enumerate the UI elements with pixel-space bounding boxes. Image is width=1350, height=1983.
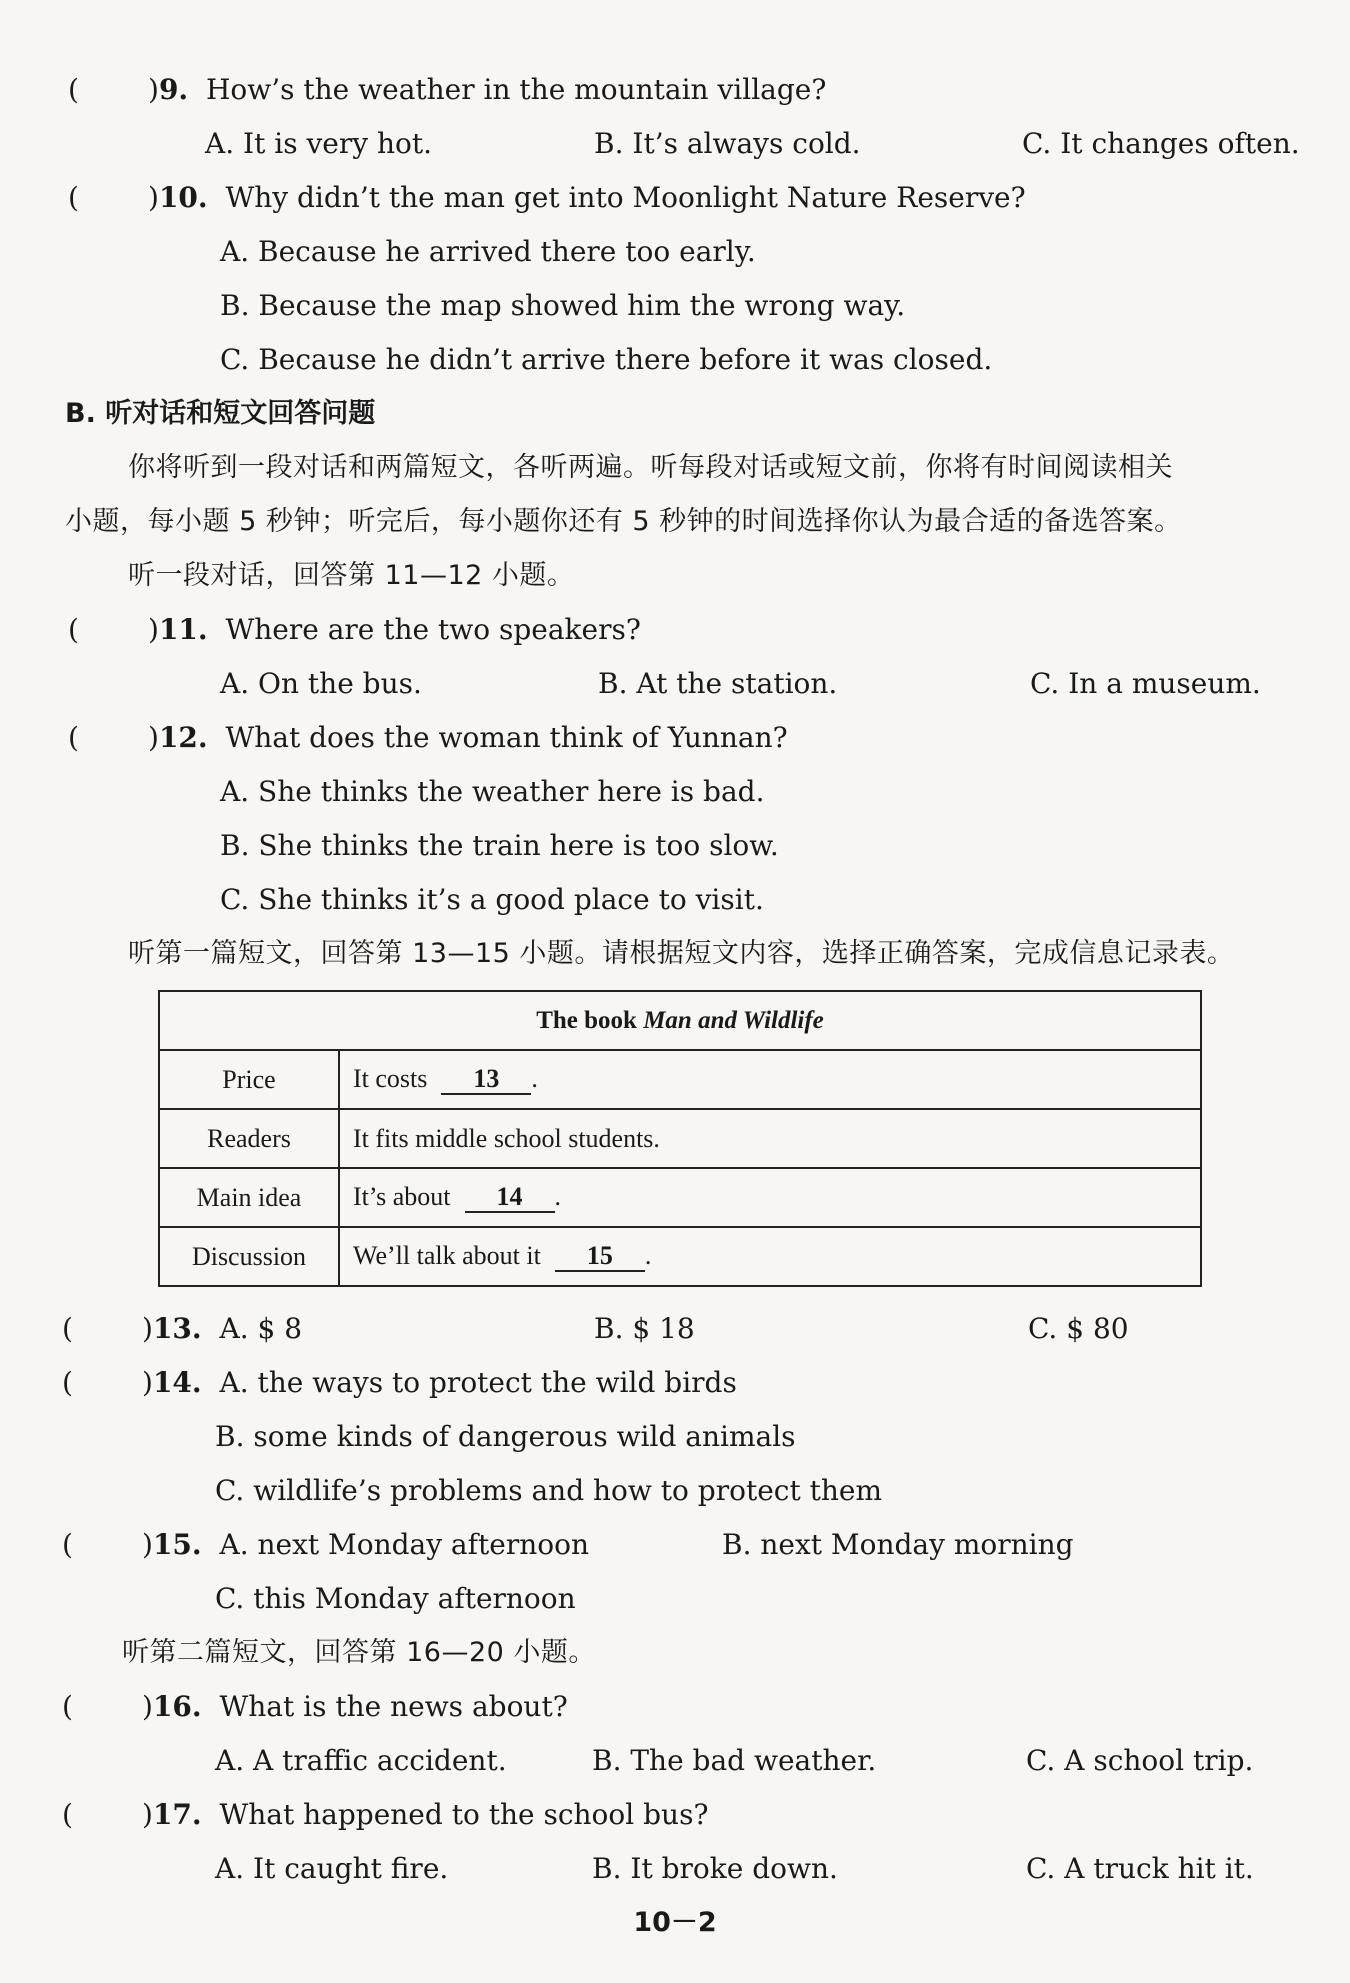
option-b: B. It broke down. bbox=[592, 1852, 838, 1885]
question-number: 12 bbox=[158, 721, 198, 754]
answer-paren: ( bbox=[62, 1798, 73, 1831]
question-number: 9 bbox=[158, 73, 179, 106]
answer-paren: ( bbox=[68, 73, 79, 106]
book-title: Man and Wildlife bbox=[643, 1006, 824, 1034]
answer-paren: ( bbox=[68, 613, 79, 646]
question-14: )14. A. the ways to protect the wild birds bbox=[142, 1366, 737, 1399]
question-text: Why didn’t the man get into Moonlight Nature Reserve? bbox=[225, 181, 1026, 214]
option-c: C. A school trip. bbox=[1026, 1744, 1254, 1777]
option-c: C. $ 80 bbox=[1028, 1312, 1129, 1345]
question-17: )17. What happened to the school bus? bbox=[142, 1798, 709, 1831]
option-b: B. some kinds of dangerous wild animals bbox=[215, 1420, 796, 1453]
row-label: Main idea bbox=[159, 1168, 339, 1227]
row-value: It fits middle school students. bbox=[339, 1109, 1201, 1168]
question-text: What is the news about? bbox=[219, 1690, 568, 1723]
option-b: B. next Monday morning bbox=[722, 1528, 1074, 1561]
question-number: 17 bbox=[152, 1798, 192, 1831]
question-text: Where are the two speakers? bbox=[225, 613, 641, 646]
passage2-intro: 听第二篇短文，回答第 16—20 小题。 bbox=[122, 1637, 596, 1668]
question-12: )12. What does the woman think of Yunnan? bbox=[148, 721, 788, 754]
option-b: B. The bad weather. bbox=[592, 1744, 877, 1777]
info-record-table bbox=[158, 990, 1202, 1287]
option-b: B. Because the map showed him the wrong way. bbox=[220, 289, 906, 322]
option-c: C. In a museum. bbox=[1030, 667, 1261, 700]
option-c: C. It changes often. bbox=[1022, 127, 1300, 160]
option-b: B. $ 18 bbox=[594, 1312, 695, 1345]
option-c: C. Because he didn’t arrive there before it was closed. bbox=[220, 343, 993, 376]
question-number: 13 bbox=[152, 1312, 192, 1345]
answer-paren: ( bbox=[62, 1690, 73, 1723]
dialog-intro: 听一段对话，回答第 11—12 小题。 bbox=[128, 560, 575, 591]
page-number: 10－2 bbox=[633, 1907, 717, 1938]
option-a: A. It is very hot. bbox=[205, 127, 432, 160]
question-13: )13. A. $ 8 bbox=[142, 1312, 303, 1345]
answer-paren: ( bbox=[62, 1528, 73, 1561]
option-b: B. At the station. bbox=[598, 667, 838, 700]
answer-paren: ( bbox=[62, 1312, 73, 1345]
answer-paren: ( bbox=[62, 1366, 73, 1399]
table-row: Price It costs 13 . bbox=[159, 1050, 1201, 1109]
option-c: C. wildlife’s problems and how to protect them bbox=[215, 1474, 883, 1507]
section-b-intro-line2: 小题，每小题 5 秒钟；听完后，每小题你还有 5 秒钟的时间选择你认为最合适的备选答案。 bbox=[65, 506, 1182, 537]
table-row: Main idea It’s about 14 . bbox=[159, 1168, 1201, 1227]
option-a: A. Because he arrived there too early. bbox=[220, 235, 756, 268]
question-text: How’s the weather in the mountain village? bbox=[205, 73, 827, 106]
row-label: Discussion bbox=[159, 1227, 339, 1286]
question-11: )11. Where are the two speakers? bbox=[148, 613, 641, 646]
option-a: A. next Monday afternoon bbox=[219, 1528, 589, 1561]
section-b-title: B. 听对话和短文回答问题 bbox=[65, 398, 376, 429]
question-16: )16. What is the news about? bbox=[142, 1690, 568, 1723]
answer-blank[interactable]: 13 bbox=[441, 1065, 531, 1096]
question-text: What happened to the school bus? bbox=[219, 1798, 709, 1831]
passage1-intro: 听第一篇短文，回答第 13—15 小题。请根据短文内容，选择正确答案，完成信息记录表。 bbox=[128, 938, 1235, 969]
option-c: C. A truck hit it. bbox=[1026, 1852, 1254, 1885]
answer-paren: ( bbox=[68, 181, 79, 214]
option-b: B. It’s always cold. bbox=[594, 127, 861, 160]
question-number: 16 bbox=[152, 1690, 192, 1723]
section-b-intro-line1: 你将听到一段对话和两篇短文，各听两遍。听每段对话或短文前，你将有时间阅读相关 bbox=[128, 452, 1173, 483]
question-number: 11 bbox=[158, 613, 198, 646]
question-10: )10. Why didn’t the man get into Moonlight Nature Reserve? bbox=[148, 181, 1026, 214]
row-label: Readers bbox=[159, 1109, 339, 1168]
table-row: Discussion We’ll talk about it 15 . bbox=[159, 1227, 1201, 1286]
table-row bbox=[159, 1109, 1201, 1168]
answer-blank[interactable]: 15 bbox=[555, 1242, 645, 1273]
question-number: 15 bbox=[152, 1528, 192, 1561]
option-a: A. A traffic accident. bbox=[215, 1744, 507, 1777]
answer-paren: ( bbox=[68, 721, 79, 754]
option-a: A. $ 8 bbox=[219, 1312, 303, 1345]
option-b: B. She thinks the train here is too slow. bbox=[220, 829, 779, 862]
option-a: A. the ways to protect the wild birds bbox=[219, 1366, 737, 1399]
option-a: A. She thinks the weather here is bad. bbox=[220, 775, 765, 808]
answer-blank[interactable]: 14 bbox=[465, 1183, 555, 1214]
option-a: A. On the bus. bbox=[220, 667, 422, 700]
option-a: A. It caught fire. bbox=[215, 1852, 449, 1885]
option-c: C. this Monday afternoon bbox=[215, 1582, 576, 1615]
question-15: )15. A. next Monday afternoon bbox=[142, 1528, 589, 1561]
table-title: The book Man and Wildlife bbox=[159, 991, 1201, 1050]
row-label: Price bbox=[159, 1050, 339, 1109]
question-number: 14 bbox=[152, 1366, 192, 1399]
question-number: 10 bbox=[158, 181, 198, 214]
question-text: What does the woman think of Yunnan? bbox=[225, 721, 788, 754]
question-9: )9. How’s the weather in the mountain village? bbox=[148, 73, 827, 106]
option-c: C. She thinks it’s a good place to visit. bbox=[220, 883, 764, 916]
